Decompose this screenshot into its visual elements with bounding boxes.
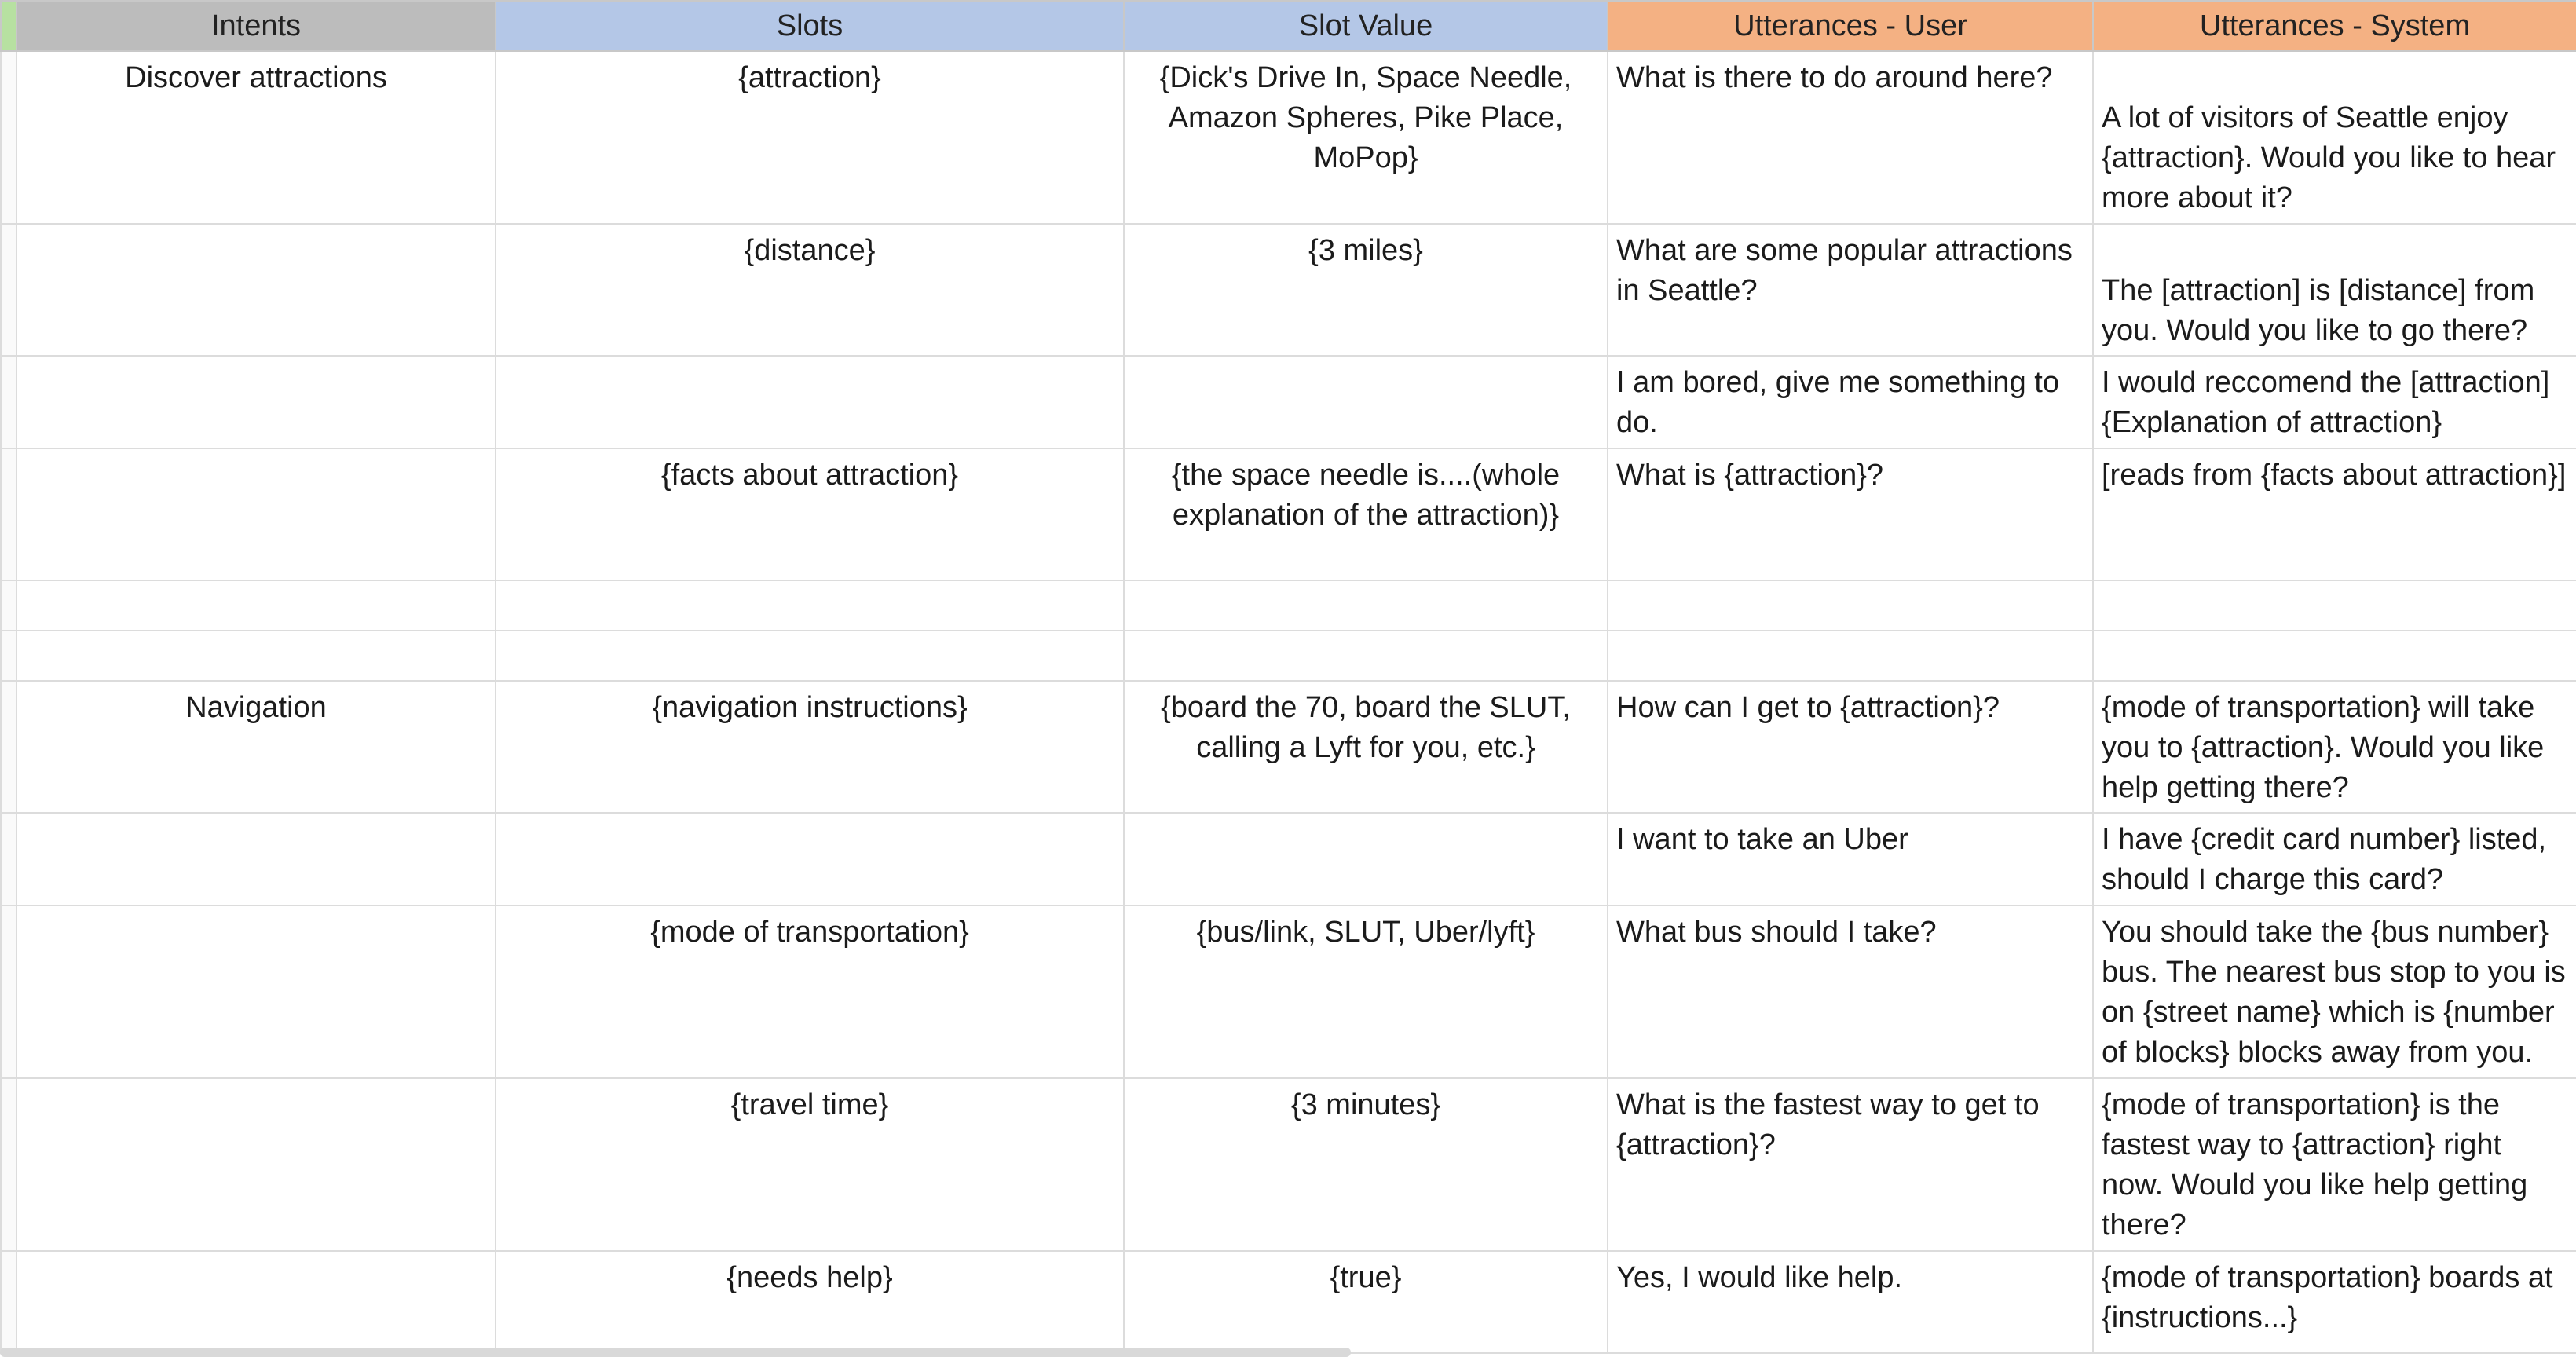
system-utterance-cell[interactable]: A lot of visitors of Seattle enjoy {attraction}. Would you like to hear more about it? — [2093, 51, 2576, 224]
slot-cell[interactable]: {navigation instructions} — [496, 681, 1124, 813]
intent-cell[interactable] — [16, 631, 496, 681]
slot-value-cell[interactable]: {Dick's Drive In, Space Needle, Amazon Spheres, Pike Place, MoPop} — [1124, 51, 1608, 224]
slot-cell[interactable]: {facts about attraction} — [496, 448, 1124, 580]
intent-cell[interactable]: Discover attractions — [16, 51, 496, 224]
column-header-slots[interactable]: Slots — [496, 1, 1124, 51]
slot-cell[interactable] — [496, 356, 1124, 448]
row-gutter[interactable] — [1, 631, 16, 681]
system-utterance-cell[interactable] — [2093, 580, 2576, 631]
intent-cell[interactable] — [16, 813, 496, 905]
slot-value-cell[interactable] — [1124, 813, 1608, 905]
table-row — [1, 1078, 2576, 1251]
intent-cell[interactable] — [16, 1078, 496, 1251]
table-row — [1, 580, 2576, 631]
user-utterance-cell[interactable]: How can I get to {attraction}? — [1608, 681, 2093, 813]
table-row — [1, 356, 2576, 448]
row-gutter-header[interactable] — [1, 1, 16, 51]
slot-value-cell[interactable] — [1124, 356, 1608, 448]
table-row — [1, 631, 2576, 681]
intent-cell[interactable] — [16, 905, 496, 1078]
user-utterance-cell[interactable]: I am bored, give me something to do. — [1608, 356, 2093, 448]
row-gutter[interactable] — [1, 580, 16, 631]
intent-cell[interactable] — [16, 356, 496, 448]
row-gutter[interactable] — [1, 1078, 16, 1251]
row-gutter[interactable] — [1, 51, 16, 224]
intent-cell[interactable] — [16, 580, 496, 631]
slot-value-cell[interactable] — [1124, 580, 1608, 631]
table-row — [1, 224, 2576, 356]
user-utterance-cell[interactable]: What is the fastest way to get to {attraction}? — [1608, 1078, 2093, 1251]
slot-cell[interactable] — [496, 631, 1124, 681]
row-gutter[interactable] — [1, 1251, 16, 1353]
user-utterance-cell[interactable]: What is {attraction}? — [1608, 448, 2093, 580]
slot-value-cell[interactable] — [1124, 631, 1608, 681]
slot-value-cell[interactable]: {3 minutes} — [1124, 1078, 1608, 1251]
system-utterance-cell[interactable]: I would reccomend the [attraction] {Explanation of attraction} — [2093, 356, 2576, 448]
table-row — [1, 51, 2576, 224]
column-header-slot-value[interactable]: Slot Value — [1124, 1, 1608, 51]
slot-cell[interactable]: {needs help} — [496, 1251, 1124, 1353]
row-gutter[interactable] — [1, 681, 16, 813]
table-row — [1, 905, 2576, 1078]
header-row — [1, 1, 2576, 51]
slot-value-cell[interactable]: {bus/link, SLUT, Uber/lyft} — [1124, 905, 1608, 1078]
user-utterance-cell[interactable]: What are some popular attractions in Seattle? — [1608, 224, 2093, 356]
intent-cell[interactable] — [16, 448, 496, 580]
slot-cell[interactable]: {attraction} — [496, 51, 1124, 224]
system-utterance-cell[interactable] — [2093, 631, 2576, 681]
row-gutter[interactable] — [1, 905, 16, 1078]
column-header-intents[interactable]: Intents — [16, 1, 496, 51]
column-header-utterances-system[interactable]: Utterances - System — [2093, 1, 2576, 51]
row-gutter[interactable] — [1, 224, 16, 356]
slot-cell[interactable]: {travel time} — [496, 1078, 1124, 1251]
slot-cell[interactable]: {distance} — [496, 224, 1124, 356]
row-gutter[interactable] — [1, 448, 16, 580]
table-row — [1, 681, 2576, 813]
system-utterance-cell[interactable]: {mode of transportation} boards at {instructions...} — [2093, 1251, 2576, 1353]
system-utterance-cell[interactable]: The [attraction] is [distance] from you. Would you like to go there? — [2093, 224, 2576, 356]
system-utterance-cell[interactable]: {mode of transportation} will take you to {attraction}. Would you like help getting there? — [2093, 681, 2576, 813]
intent-cell[interactable] — [16, 1251, 496, 1353]
intent-cell[interactable]: Navigation — [16, 681, 496, 813]
system-utterance-cell[interactable]: [reads from {facts about attraction}] — [2093, 448, 2576, 580]
user-utterance-cell[interactable]: What bus should I take? — [1608, 905, 2093, 1078]
user-utterance-cell[interactable]: I want to take an Uber — [1608, 813, 2093, 905]
system-utterance-cell[interactable]: {mode of transportation} is the fastest way to {attraction} right now. Would you like help getting there? — [2093, 1078, 2576, 1251]
user-utterance-cell[interactable] — [1608, 580, 2093, 631]
slot-value-cell[interactable]: {3 miles} — [1124, 224, 1608, 356]
slot-value-cell[interactable]: {true} — [1124, 1251, 1608, 1353]
slot-cell[interactable] — [496, 813, 1124, 905]
system-utterance-cell[interactable]: I have {credit card number} listed, should I charge this card? — [2093, 813, 2576, 905]
row-gutter[interactable] — [1, 813, 16, 905]
slot-value-cell[interactable]: {the space needle is....(whole explanation of the attraction)} — [1124, 448, 1608, 580]
row-gutter[interactable] — [1, 356, 16, 448]
intent-cell[interactable] — [16, 224, 496, 356]
table-row — [1, 448, 2576, 580]
horizontal-scrollbar[interactable] — [0, 1348, 1351, 1357]
user-utterance-cell[interactable]: What is there to do around here? — [1608, 51, 2093, 224]
slot-cell[interactable] — [496, 580, 1124, 631]
user-utterance-cell[interactable] — [1608, 631, 2093, 681]
table-row — [1, 813, 2576, 905]
slot-cell[interactable]: {mode of transportation} — [496, 905, 1124, 1078]
system-utterance-cell[interactable]: You should take the {bus number} bus. The nearest bus stop to you is on {street name} which is {number of blocks} blocks away from you. — [2093, 905, 2576, 1078]
column-header-utterances-user[interactable]: Utterances - User — [1608, 1, 2093, 51]
slot-value-cell[interactable]: {board the 70, board the SLUT, calling a Lyft for you, etc.} — [1124, 681, 1608, 813]
table-row — [1, 1251, 2576, 1353]
user-utterance-cell[interactable]: Yes, I would like help. — [1608, 1251, 2093, 1353]
